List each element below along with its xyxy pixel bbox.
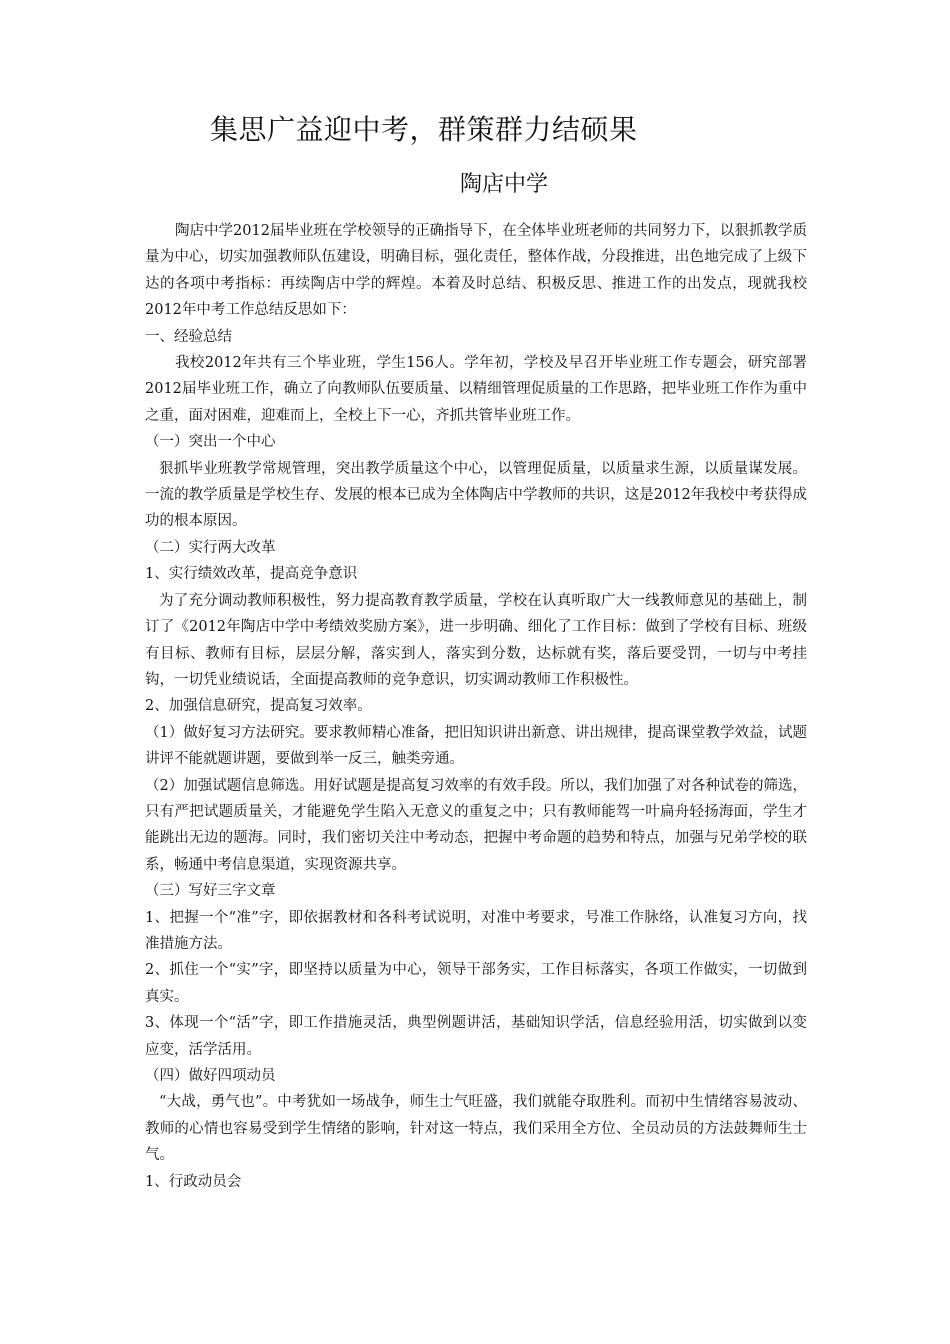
intro-paragraph: 陶店中学2012届毕业班在学校领导的正确指导下，在全体毕业班老师的共同努力下，以狠抓教学质量为中心，切实加强教师队伍建设，明确目标，强化责任，整体作战，分段推进，出色地完成了上级下达的各项中考指标：再续陶店中学的辉煌。本着及时总结、积极反思、推进工作的出发点，现就我校2012年中考工作总结反思如下： [145, 223, 807, 319]
body-paragraph: （1）做好复习方法研究。要求教师精心准备，把旧知识讲出新意、讲出规律，提高课堂教学效益，试题讲评不能就题讲题，要做到举一反三，触类旁通。 [145, 724, 807, 768]
section-heading: 一、经验总结 [145, 328, 232, 345]
item-heading: 1、实行绩效改革，提高竞争意识 [145, 566, 358, 583]
body-paragraph: 我校2012年共有三个毕业班，学生156人。学年初，学校及早召开毕业班工作专题会，研究部署2012届毕业班工作，确立了向教师队伍要质量、以精细管理促质量的工作思路，把毕业班工作作为重中之重，面对困难，迎难而上，全校上下一心，齐抓共管毕业班工作。 [145, 355, 807, 424]
body-paragraph: 3、体现一个“活”字，即工作措施灵活，典型例题讲活，基础知识学活，信息经验用活，切实做到以变应变，活学活用。 [145, 1015, 807, 1058]
subsection-heading: （四）做好四项动员 [145, 1068, 276, 1084]
document-body [145, 218, 807, 1195]
subsection-heading: （一）突出一个中心 [145, 434, 276, 451]
body-paragraph: （2）加强试题信息筛选。用好试题是提高复习效率的有效手段。所以，我们加强了对各种试卷的筛选，只有严把试题质量关，才能避免学生陷入无意义的重复之中；只有教师能驾一叶扁舟轻扬海面，学生才能跳出无边的题海。同时，我们密切关注中考动态，把握中考命题的趋势和特点，加强与兄弟学校的联系，畅通中考信息渠道，实现资源共享。 [145, 777, 807, 873]
subsection-heading: （三）写好三字文章 [145, 883, 276, 900]
body-paragraph: 1、把握一个“准”字，即依据教材和各科考试说明，对准中考要求，号准工作脉络，认准复习方向，找准措施方法。 [145, 909, 807, 952]
item-heading: 1、行政动员会 [145, 1173, 242, 1190]
document-author: 陶店中学 [460, 172, 549, 197]
item-heading: 2、加强信息研究，提高复习效率。 [145, 698, 372, 715]
body-paragraph: “大战，勇气也”。中考犹如一场战争，师生士气旺盛，我们就能夺取胜利。而初中生情绪容易波动、教师的心情也容易受到学生情绪的影响，针对这一特点，我们采用全方位、全员动员的方法鼓舞师生士气。 [145, 1094, 807, 1164]
subsection-heading: （二）实行两大改革 [145, 539, 276, 556]
body-paragraph: 狠抓毕业班教学常规管理，突出教学质量这个中心，以管理促质量，以质量求生源，以质量谋发展。一流的教学质量是学校生存、发展的根本已成为全体陶店中学教师的共识，这是2012年我校中考获得成功的根本原因。 [145, 460, 807, 530]
body-paragraph: 2、抓住一个“实”字，即坚持以质量为中心，领导干部务实，工作目标落实，各项工作做实，一切做到真实。 [145, 962, 807, 1005]
document-title: 集思广益迎中考，群策群力结硕果 [210, 113, 638, 146]
body-paragraph: 为了充分调动教师积极性，努力提高教育教学质量，学校在认真听取广大一线教师意见的基础上，制订了《2012年陶店中学中考绩效奖励方案》，进一步明确、细化了工作目标：做到了学校有目标、班级有目标、教师有目标，层层分解，落实到人，落实到分数，达标就有奖，落后要受罚，一切与中考挂钩，一切凭业绩说话，全面提高教师的竞争意识，切实调动教师工作积极性。 [145, 592, 807, 688]
